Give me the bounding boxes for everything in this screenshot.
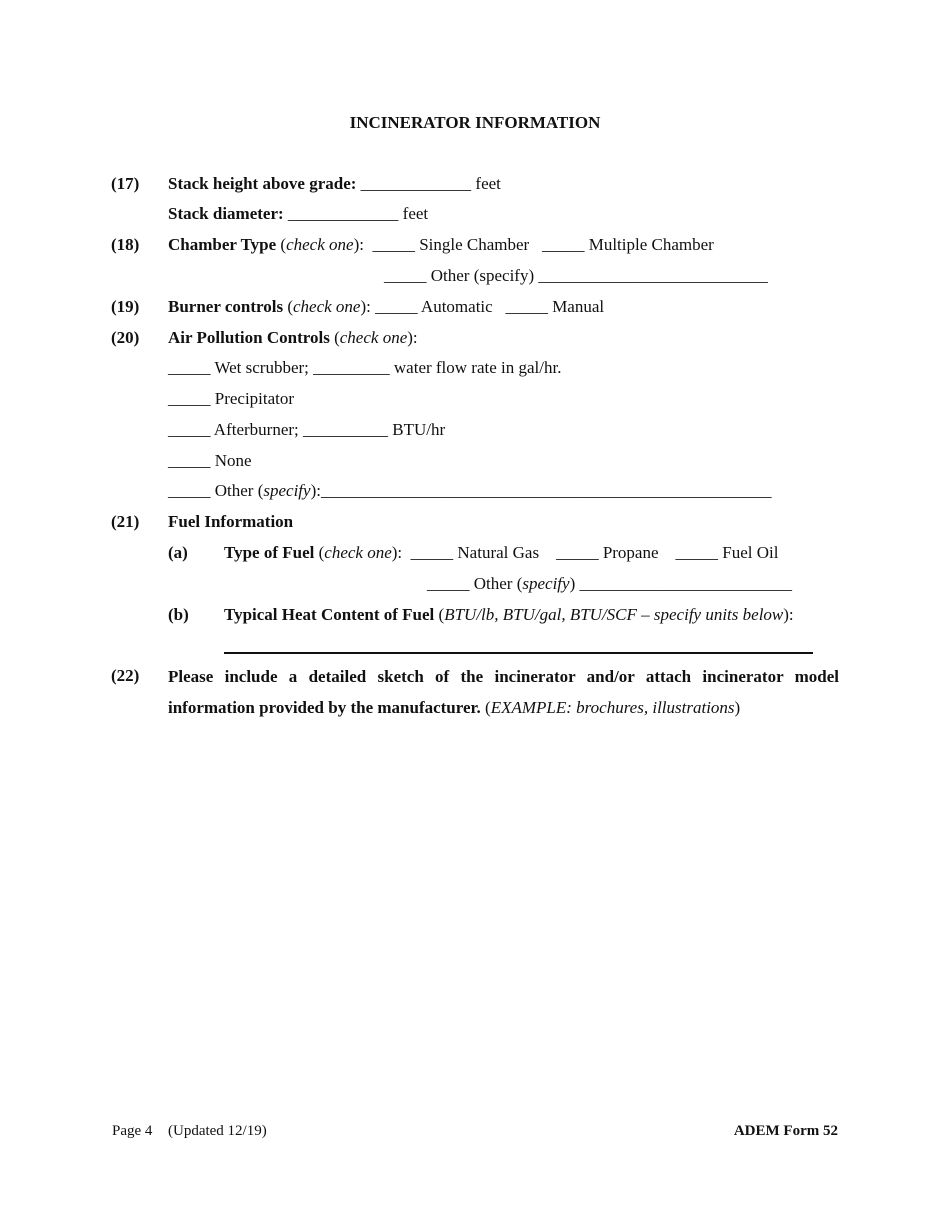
fuel-type-options[interactable]: ): _____ Natural Gas _____ Propane _____ Fuel Oil [391,543,779,562]
stack-height-field [168,174,501,194]
burner-controls-paren: ( [283,297,293,316]
footer-updated: (Updated 12/19) [168,1123,267,1139]
stack-height-blank[interactable]: _____________ feet [356,174,501,193]
footer-page-number: Page 4 [112,1123,153,1139]
option-other-prefix: _____ Other ( [168,481,264,500]
item-21b-letter: (b) [168,605,189,624]
stack-diameter-blank[interactable]: _____________ feet [283,204,429,223]
fuel-type-check-one: check one [324,543,392,562]
item-19-number: (19) [111,297,140,316]
option-wet-scrubber[interactable]: _____ Wet scrubber; _________ water flow rate in gal/hr. [168,358,562,377]
sketch-example-paren: ( [480,698,491,717]
option-precipitator[interactable]: _____ Precipitator [168,389,295,408]
item-21-number: (21) [111,512,140,531]
stack-diameter-label: Stack diameter: [168,204,284,223]
option-afterburner[interactable]: _____ Afterburner; __________ BTU/hr [168,420,446,439]
heat-content-label: Typical Heat Content of Fuel [224,605,435,624]
heat-content-paren-close: ): [783,605,794,624]
air-pollution-controls-heading [168,328,418,348]
air-pollution-controls-label: Air Pollution Controls [168,328,330,347]
option-none[interactable]: _____ None [168,451,252,470]
burner-controls-check-one: check one [293,297,361,316]
burner-controls-options[interactable]: ): _____ Automatic _____ Manual [360,297,605,316]
chamber-type-other[interactable]: _____ Other (specify) ___________________________ [384,266,768,285]
item-22-number: (22) [111,666,140,685]
fuel-type-other-prefix: _____ Other ( [427,574,523,593]
heat-content-answer-line[interactable] [224,652,813,654]
air-pollution-paren: ( [329,328,340,347]
burner-controls-label: Burner controls [168,297,284,316]
fuel-type-other[interactable] [427,574,792,594]
sketch-instruction-bold: Please include a detailed sketch of the incinerator and/or attach incinerator model information provided by the manufacturer. [168,667,839,717]
chamber-type-check-one: check one [286,235,354,254]
heat-content-units: BTU/lb, BTU/gal, BTU/SCF – specify units below [444,605,784,624]
option-other-blank[interactable]: ):_____________________________________________________ [310,481,772,500]
air-pollution-check-one: check one [339,328,408,347]
fuel-type-field[interactable] [224,543,778,563]
sketch-instruction [168,661,839,723]
burner-controls-field[interactable] [168,297,604,317]
item-20-number: (20) [111,328,140,347]
sketch-example-paren-close: ) [734,698,741,717]
item-21a-letter: (a) [168,543,188,562]
fuel-information-heading: Fuel Information [168,512,294,531]
item-17-number: (17) [111,174,140,193]
heat-content-paren: ( [434,605,445,624]
heat-content-field [224,605,794,625]
page-title: INCINERATOR INFORMATION [349,113,601,132]
fuel-type-other-blank[interactable]: ) _________________________ [569,574,792,593]
option-other-specify: specify [263,481,311,500]
chamber-type-field[interactable] [168,235,714,255]
stack-diameter-field [168,204,428,224]
option-other[interactable] [168,481,771,501]
sketch-example: EXAMPLE: brochures, illustrations [490,698,735,717]
chamber-type-paren: ( [276,235,287,254]
item-18-number: (18) [111,235,140,254]
chamber-type-label: Chamber Type [168,235,277,254]
fuel-type-paren: ( [314,543,325,562]
air-pollution-paren-close: ): [407,328,418,347]
chamber-type-options[interactable]: ): _____ Single Chamber _____ Multiple Chamber [353,235,714,254]
footer-form-name: ADEM Form 52 [733,1123,838,1139]
fuel-type-other-specify: specify [522,574,570,593]
fuel-type-label: Type of Fuel [224,543,315,562]
stack-height-label: Stack height above grade: [168,174,357,193]
